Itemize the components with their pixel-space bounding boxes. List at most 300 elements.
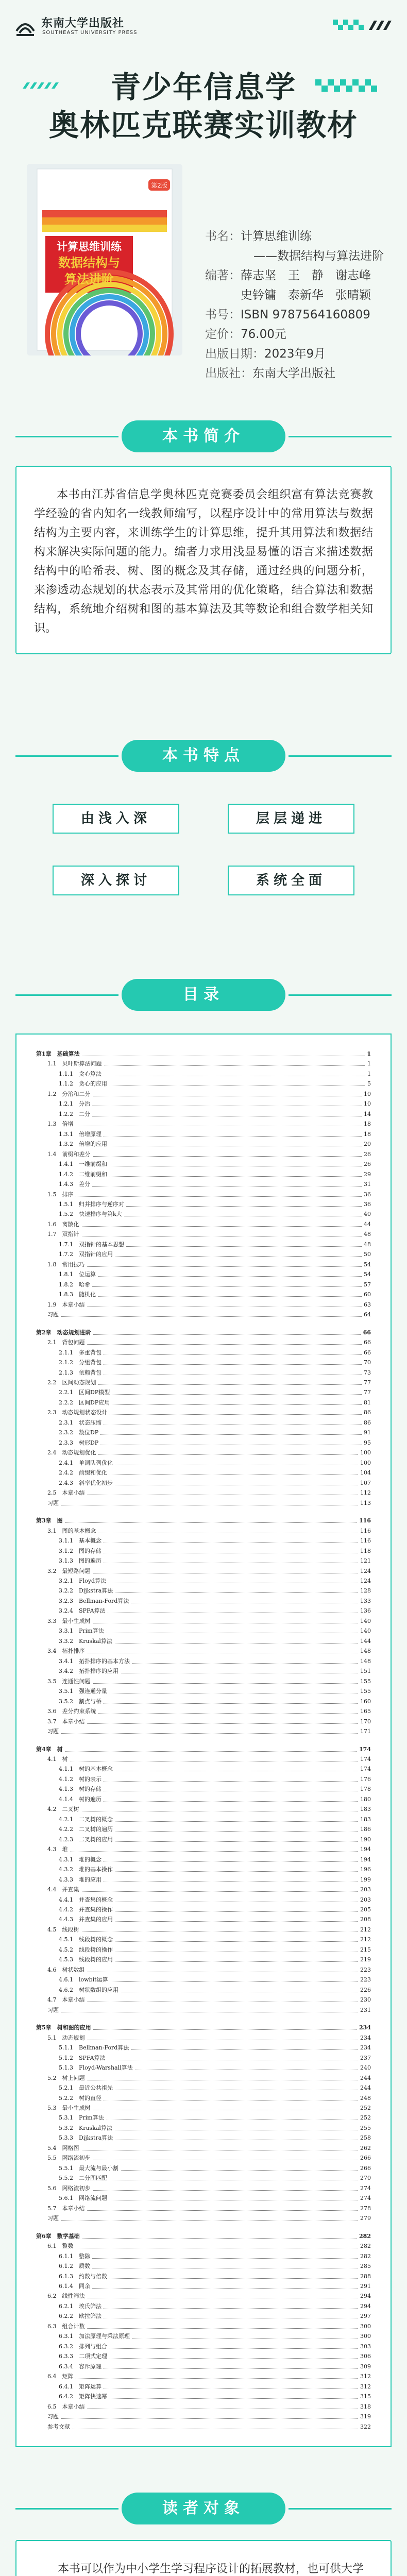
toc-entry: [36, 2164, 371, 2173]
toc-entry-page: 18: [362, 1120, 371, 1128]
toc-entry-title: 4.1.2 树的表示: [59, 1775, 104, 1784]
toc-entry: [36, 2134, 371, 2142]
toc-entry-title: 5.3.3 Dijkstra算法: [59, 2134, 115, 2142]
toc-entry: [36, 1130, 371, 1139]
toc-leader-dots: [59, 1186, 371, 1187]
toc-entry-title: 第5章 树和图的应用: [36, 2024, 93, 2032]
toc-entry: [36, 2054, 371, 2062]
toc-leader-dots: [36, 1522, 371, 1523]
toc-entry: [36, 1597, 371, 1605]
toc-entry-title: 4.3.3 堆的应用: [59, 1876, 104, 1884]
toc-entry-title: 3.4.2 拓扑排序的应用: [59, 1667, 121, 1675]
toc-entry-page: 212: [358, 1936, 371, 1944]
toc-entry: [36, 1986, 371, 1994]
toc-entry: [36, 2383, 371, 2391]
toc-entry-title: 1.4.3 差分: [59, 1180, 92, 1189]
toc-entry-title: 3.1 图的基本概念: [47, 1527, 98, 1535]
toc-entry-title: 4.6.1 lowbit运算: [59, 1976, 110, 1984]
header-rule: [15, 2508, 118, 2510]
toc-entry-page: 226: [358, 1986, 371, 1994]
toc-entry-title: 1.4.2 二维前缀和: [59, 1171, 109, 1179]
toc-entry-title: 1.5.2 快速排序与第k大: [59, 1210, 124, 1218]
toc-entry-page: 66: [362, 1349, 371, 1357]
toc-entry-title: 5.1 动态规划: [47, 2034, 87, 2042]
toc-entry: [36, 1906, 371, 1914]
toc-entry-page: 1: [365, 1060, 371, 1068]
toc-entry-page: 282: [358, 2252, 371, 2261]
toc-entry: [36, 1301, 371, 1309]
publisher-logo-icon: [13, 15, 37, 39]
toc-entry-page: 77: [362, 1379, 371, 1387]
toc-entry-title: 4.1 树: [47, 1755, 70, 1764]
toc-entry-title: 6.1.4 同余: [59, 2282, 92, 2291]
toc-entry-page: 86: [362, 1409, 371, 1417]
decorative-checker-icon: [315, 79, 377, 92]
toc-entry-title: 1.1.2 贪心的应用: [59, 1080, 109, 1088]
toc-entry-page: 300: [358, 2332, 371, 2341]
publisher-value: 东南大学出版社: [252, 367, 335, 380]
toc-entry-page: 266: [358, 2164, 371, 2173]
toc-entry-title: 5.1.1 Bellman-Ford算法: [59, 2044, 131, 2052]
toc-entry: [36, 2343, 371, 2351]
toc-entry-page: 294: [358, 2302, 371, 2311]
toc-entry: [36, 2332, 371, 2341]
toc-entry: [36, 1727, 371, 1736]
toc-entry: [36, 1946, 371, 1954]
toc-entry-title: 1.3.2 倍增的应用: [59, 1140, 109, 1148]
page-title-line-2: 奥林匹克联赛实训教材: [48, 108, 358, 143]
toc-entry-title: 1.9 本章小结: [47, 1301, 87, 1309]
toc-leader-dots: [59, 1703, 371, 1704]
toc-entry-page: 140: [358, 1617, 371, 1625]
toc-leader-dots: [47, 1851, 371, 1852]
toc-entry-title: 4.1.1 树的基本概念: [59, 1765, 115, 1773]
toc-entry-title: 5.1.2 SPFA算法: [59, 2054, 108, 2062]
toc-entry: [36, 1120, 371, 1128]
toc-leader-dots: [47, 1156, 371, 1157]
toc-entry: [36, 1866, 371, 1874]
toc-entry-page: 64: [362, 1311, 371, 1319]
toc-entry-page: 148: [358, 1647, 371, 1655]
toc-entry: [36, 1587, 371, 1595]
toc-entry-page: 140: [358, 1627, 371, 1635]
book-cover-image: [27, 164, 182, 355]
toc-entry-title: 3.2.2 Dijkstra算法: [59, 1587, 115, 1595]
toc-entry-title: 2.1 背包问题: [47, 1338, 87, 1347]
toc-entry-page: 212: [358, 1926, 371, 1934]
publisher-bar: [13, 14, 395, 42]
toc-entry-page: 121: [358, 1557, 371, 1565]
toc-entry: [36, 2252, 371, 2261]
toc-entry-page: 266: [358, 2154, 371, 2162]
toc-leader-dots: [36, 2238, 371, 2239]
toc-entry-page: 48: [362, 1241, 371, 1249]
toc-entry-page: 306: [358, 2352, 371, 2361]
publisher-label: 出版社：: [205, 367, 252, 380]
toc-entry-page: 288: [358, 2273, 371, 2281]
toc-entry: [36, 1399, 371, 1407]
toc-entry: [36, 1359, 371, 1367]
toc-entry-title: 2.1.3 依赖背包: [59, 1369, 104, 1377]
toc-entry-page: 86: [362, 1419, 371, 1427]
toc-entry-title: 1.5.1 归并排序与逆序对: [59, 1200, 126, 1209]
book-cover-art: [27, 164, 182, 355]
decorative-checker-icon: [333, 20, 395, 35]
toc-entry: [36, 2302, 371, 2311]
toc-entry-title: 4.6 树状数组: [47, 1966, 87, 1974]
toc-entry: [36, 2205, 371, 2213]
toc-entry-title: 6.1.3 约数与倍数: [59, 2273, 109, 2281]
toc-entry: [36, 1439, 371, 1447]
toc-entry-page: 174: [357, 1745, 371, 1754]
toc-entry-page: 244: [358, 2084, 371, 2092]
toc-entry: [36, 1657, 371, 1666]
toc-entry-title: 4.5.2 线段树的操作: [59, 1946, 115, 1954]
toc-entry-title: 1.7.2 双指针的应用: [59, 1250, 115, 1259]
toc-entry-title: 2.3.2 数位DP: [59, 1429, 100, 1437]
toc-entry-page: 116: [357, 1517, 371, 1525]
toc-entry-page: 223: [358, 1976, 371, 1984]
toc-leader-dots: [59, 2388, 371, 2389]
toc-leader-dots: [47, 2220, 371, 2221]
toc-entry-page: 282: [357, 2232, 371, 2241]
toc-entry: [36, 1241, 371, 1249]
toc-entry-title: 1.7 双指针: [47, 1230, 81, 1239]
toc-entry-page: 70: [362, 1359, 371, 1367]
toc-entry-page: 133: [358, 1597, 371, 1605]
toc-entry-title: 3.3.1 Prim算法: [59, 1627, 106, 1635]
toc-leader-dots: [59, 2258, 371, 2259]
toc-entry-title: 4.3 堆: [47, 1845, 70, 1854]
toc-entry-title: 3.1.2 图的存储: [59, 1547, 104, 1555]
toc-entry-page: 318: [358, 2403, 371, 2411]
toc-entry: [36, 1718, 371, 1726]
toc-entry: [36, 1926, 371, 1934]
toc-entry-page: 215: [358, 1946, 371, 1954]
intro-text: 本书由江苏省信息学奥林匹克竞赛委员会组织富有算法竞赛教学经验的省内知名一线教师编写，以程序设计中的常用算法与数据结构为主要内容，来训练学生的计算思维，提升其用算法和数据结构来解决实际问题的能力。编者力求用浅显易懂的语言来描述数据结构中的哈希表、树、图的概念及其存储，通过经典的问题分析，来渗透动态规划的状态表示及其常用的优化策略，结合算法和数据结构，系统地介绍树和图的基本算法及其等数论和组合数学相关知识。: [34, 488, 373, 635]
toc-entry: [36, 1200, 371, 1209]
toc-entry: [36, 1388, 371, 1397]
toc-entry: [36, 1191, 371, 1199]
toc-entry-title: 6.3.3 二项式定理: [59, 2352, 109, 2361]
toc-entry-page: 223: [358, 1966, 371, 1974]
toc-entry-page: 54: [362, 1270, 371, 1279]
toc-leader-dots: [47, 2418, 371, 2419]
toc-entry-title: 1.6 离散化: [47, 1221, 81, 1229]
toc-entry-title: 4.2 二叉树: [47, 1805, 81, 1814]
toc-entry-title: 5.2.1 最近公共祖先: [59, 2084, 115, 2092]
toc-entry: [36, 1479, 371, 1487]
toc-entry-title: 4.3.1 堆的概念: [59, 1856, 104, 1864]
toc-entry: [36, 2312, 371, 2320]
toc-entry-page: 205: [358, 1906, 371, 1914]
toc-entry-page: 10: [362, 1090, 371, 1098]
toc-entry-page: 171: [358, 1727, 371, 1736]
toc-chapter: [36, 1517, 371, 1525]
toc-entry: [36, 1171, 371, 1179]
toc-entry: [36, 1825, 371, 1834]
toc-entry-title: 5.1.3 Floyd-Warshall算法: [59, 2064, 135, 2072]
toc-entry-title: 6.3.1 加法原理与乘法原理: [59, 2332, 132, 2341]
toc-entry: [36, 1896, 371, 1904]
toc-entry: [36, 1557, 371, 1565]
toc-entry-title: 2.2 区间动态规划: [47, 1379, 98, 1387]
toc-entry: [36, 1429, 371, 1437]
toc-entry: [36, 2282, 371, 2291]
toc-section-header: [0, 974, 407, 1015]
toc-entry: [36, 2084, 371, 2092]
toc-entry-page: 104: [358, 1469, 371, 1477]
toc-entry-page: 291: [358, 2282, 371, 2291]
toc-entry-title: 1.7.1 双指针的基本思想: [59, 1241, 126, 1249]
toc-leader-dots: [59, 2368, 371, 2369]
toc-entry-title: 5.6.1 网络流问题: [59, 2194, 109, 2202]
toc-entry: [36, 2372, 371, 2381]
toc-entry-page: 113: [358, 1499, 371, 1507]
publisher-name: 东南大学出版社: [41, 17, 125, 30]
toc-entry: [36, 1489, 371, 1497]
toc-entry-page: 124: [358, 1577, 371, 1585]
toc-entry-title: 3.3 最小生成树: [47, 1617, 93, 1625]
toc-entry: [36, 1755, 371, 1764]
toc-entry: [36, 1617, 371, 1625]
toc-entry-title: 2.5 本章小结: [47, 1489, 87, 1497]
toc-entry: [36, 2034, 371, 2042]
toc-entry: [36, 1110, 371, 1118]
toc-entry-page: 176: [358, 1775, 371, 1784]
toc-entry-title: 2.1.2 分组背包: [59, 1359, 104, 1367]
toc-entry-page: 128: [358, 1587, 371, 1595]
toc-entry: [36, 2044, 371, 2052]
intro-section-header: [0, 415, 407, 456]
toc-entry-title: 习题: [47, 1499, 61, 1507]
toc-leader-dots: [47, 1196, 371, 1197]
toc-entry-title: 2.4 动态规划优化: [47, 1449, 98, 1457]
toc-entry: [36, 1966, 371, 1974]
toc-entry: [36, 1886, 371, 1894]
toc-entry-title: 1.4.1 一维前缀和: [59, 1160, 109, 1168]
toc-entry-page: 174: [358, 1755, 371, 1764]
toc-entry-page: 208: [358, 1916, 371, 1924]
toc-entry-title: 4.4.1 并查集的概念: [59, 1896, 115, 1904]
toc-entry: [36, 1150, 371, 1159]
toc-entry: [36, 1250, 371, 1259]
cover-title-3: 算法进阶: [64, 272, 114, 286]
toc-leader-dots: [47, 2378, 371, 2379]
toc-entry-title: 6.4 矩阵: [47, 2372, 76, 2381]
toc-leader-dots: [47, 1891, 371, 1892]
toc-entry-title: 4.2.2 二叉树的遍历: [59, 1825, 115, 1834]
toc-entry-title: 3.7 本章小结: [47, 1718, 87, 1726]
toc-entry-page: 285: [358, 2262, 371, 2270]
toc-chapter: [36, 1050, 371, 1058]
page-title-line-1: 青少年信息学: [110, 70, 296, 105]
header-rule: [289, 436, 392, 437]
toc-entry-page: 95: [362, 1439, 371, 1447]
toc-entry-title: 6.3 组合计数: [47, 2323, 87, 2331]
reader-section-title: 读者对象: [122, 2493, 285, 2524]
toc-entry: [36, 1667, 371, 1675]
toc-entry-page: 165: [358, 1707, 371, 1716]
toc-entry-title: 3.2.4 SPFA算法: [59, 1607, 108, 1615]
features-section-header: [0, 735, 407, 776]
toc-entry: [36, 1060, 371, 1068]
toc-leader-dots: [47, 1226, 371, 1227]
header-rule: [15, 436, 118, 437]
toc-entry: [36, 1627, 371, 1635]
toc-entry: [36, 1499, 371, 1507]
toc-entry-page: 234: [357, 2024, 371, 2032]
toc-entry-page: 322: [358, 2423, 371, 2431]
toc-entry-page: 203: [358, 1886, 371, 1894]
toc-entry-title: 习题: [47, 2006, 61, 2014]
feature-item: 深入探讨: [53, 866, 179, 895]
toc-entry: [36, 1140, 371, 1148]
toc-entry-title: 6.3.2 排列与组合: [59, 2343, 109, 2351]
toc-entry: [36, 1291, 371, 1299]
toc-leader-dots: [47, 1344, 371, 1345]
toc-entry: [36, 1577, 371, 1585]
toc-entry-title: 5.2.2 树的直径: [59, 2094, 104, 2103]
toc-entry: [36, 1567, 371, 1575]
toc-entry-page: 107: [358, 1479, 371, 1487]
toc-entry: [36, 1281, 371, 1289]
toc-entry-page: 44: [362, 1221, 371, 1229]
toc-entry: [36, 1261, 371, 1269]
toc-entry-page: 309: [358, 2363, 371, 2371]
toc-entry-title: 1.8.2 哈希: [59, 1281, 92, 1289]
toc-leader-dots: [47, 2210, 371, 2211]
toc-entry: [36, 1687, 371, 1696]
toc-entry: [36, 2114, 371, 2122]
toc-entry-title: 4.2.1 二叉树的概念: [59, 1816, 115, 1824]
toc-entry: [36, 2144, 371, 2153]
toc-entry-page: 194: [358, 1856, 371, 1864]
toc-leader-dots: [36, 1751, 371, 1752]
toc-entry-page: 5: [365, 1080, 371, 1088]
toc-entry: [36, 1537, 371, 1545]
toc-entry: [36, 2363, 371, 2371]
toc-entry: [36, 2174, 371, 2182]
toc-entry: [36, 2273, 371, 2281]
toc-entry-page: 303: [358, 2343, 371, 2351]
toc-entry-page: 91: [362, 1429, 371, 1437]
toc-entry-page: 40: [362, 1210, 371, 1218]
toc-entry-page: 50: [362, 1250, 371, 1259]
toc-entry: [36, 1698, 371, 1706]
toc-entry-page: 315: [358, 2393, 371, 2401]
toc-leader-dots: [47, 1266, 371, 1267]
toc-entry-page: 278: [358, 2205, 371, 2213]
toc-entry-page: 29: [362, 1171, 371, 1179]
toc-entry-page: 112: [358, 1489, 371, 1497]
toc-entry-page: 100: [358, 1459, 371, 1467]
toc-entry: [36, 1160, 371, 1168]
toc-entry-title: 3.1.3 图的遍历: [59, 1557, 104, 1565]
toc-entry-title: 2.3.1 状态压缩: [59, 1419, 104, 1427]
authors-line-1: 薛志坚 王 静 谢志峰: [241, 269, 371, 282]
feature-item: 系统全面: [228, 866, 354, 895]
toc-entry-title: 习题: [47, 2413, 61, 2421]
toc-entry-page: 14: [362, 1110, 371, 1118]
toc-entry-title: 4.6.2 树状数组的应用: [59, 1986, 121, 1994]
toc-entry-page: 118: [358, 1547, 371, 1555]
toc-chapter: [36, 2232, 371, 2241]
toc-entry-page: 234: [358, 2044, 371, 2052]
toc-entry-page: 203: [358, 1896, 371, 1904]
toc-entry-page: 183: [358, 1805, 371, 1814]
toc-entry-page: 48: [362, 1230, 371, 1239]
toc-entry-title: 1.8 常用技巧: [47, 1261, 87, 1269]
authors-line-2: 史钤镛 泰新华 张晴颖: [241, 289, 371, 302]
toc-entry-page: 183: [358, 1816, 371, 1824]
toc-entry-page: 155: [358, 1677, 371, 1686]
isbn-value: ISBN 9787564160809: [241, 308, 370, 321]
toc-entry-page: 81: [362, 1399, 371, 1407]
features-grid: [53, 804, 354, 912]
toc-leader-dots: [59, 1861, 371, 1862]
toc-entry-title: 6.2 线性筛法: [47, 2292, 87, 2300]
toc-entry-page: 26: [362, 1150, 371, 1159]
toc-entry-title: 第3章 图: [36, 1517, 65, 1525]
toc-entry-title: 4.4 并查集: [47, 1886, 81, 1894]
toc-entry: [36, 2242, 371, 2250]
toc-entry-title: 1.1.1 贪心算法: [59, 1070, 104, 1078]
toc-entry-page: 144: [358, 1637, 371, 1646]
toc-entry-title: 6.2.2 欧拉筛法: [59, 2312, 104, 2320]
toc-entry: [36, 1956, 371, 1964]
toc-entry: [36, 2352, 371, 2361]
toc-entry-page: 66: [362, 1338, 371, 1347]
toc-entry-page: 36: [362, 1200, 371, 1209]
toc-entry-title: 1.8.1 位运算: [59, 1270, 98, 1279]
toc-leader-dots: [47, 1723, 371, 1724]
toc-entry: [36, 1369, 371, 1377]
toc-entry-page: 319: [358, 2413, 371, 2421]
toc-entry-title: 1.2.1 分治: [59, 1100, 92, 1108]
toc-entry-page: 174: [358, 1765, 371, 1773]
toc-entry: [36, 2214, 371, 2223]
toc-entry-title: 1.5 排序: [47, 1191, 76, 1199]
toc-entry-title: 4.1.4 树的遍历: [59, 1795, 104, 1804]
toc-entry-page: 282: [358, 2242, 371, 2250]
toc-entry-page: 57: [362, 1281, 371, 1289]
header-rule: [15, 755, 118, 757]
toc-entry-title: 4.5.3 线段树的应用: [59, 1956, 115, 1964]
toc-entry-title: 6.1.2 质数: [59, 2262, 92, 2270]
toc-entry-title: 4.7 本章小结: [47, 1996, 87, 2004]
toc-entry: [36, 1607, 371, 1615]
toc-entry-title: 参考文献: [47, 2423, 72, 2431]
feature-item: 层层递进: [228, 804, 354, 834]
toc-entry-page: 186: [358, 1825, 371, 1834]
toc-entry-title: 1.3 倍增: [47, 1120, 76, 1128]
toc-entry-page: 116: [358, 1537, 371, 1545]
toc-entry: [36, 1419, 371, 1427]
reader-section-header: [0, 2487, 407, 2529]
price-label: 定价：: [205, 328, 241, 341]
toc-entry-page: 148: [358, 1657, 371, 1666]
toc-leader-dots: [59, 1296, 371, 1297]
toc-entry: [36, 1527, 371, 1535]
toc-entry: [36, 1637, 371, 1646]
toc-entry-title: 2.1.1 多重背包: [59, 1349, 104, 1357]
toc-entry-title: 6.1.1 整除: [59, 2252, 92, 2261]
toc-entry: [36, 1876, 371, 1884]
toc-entry-title: 6.4.2 矩阵快速幂: [59, 2393, 109, 2401]
toc-entry-page: 77: [362, 1388, 371, 1397]
toc-entry-page: 300: [358, 2323, 371, 2331]
